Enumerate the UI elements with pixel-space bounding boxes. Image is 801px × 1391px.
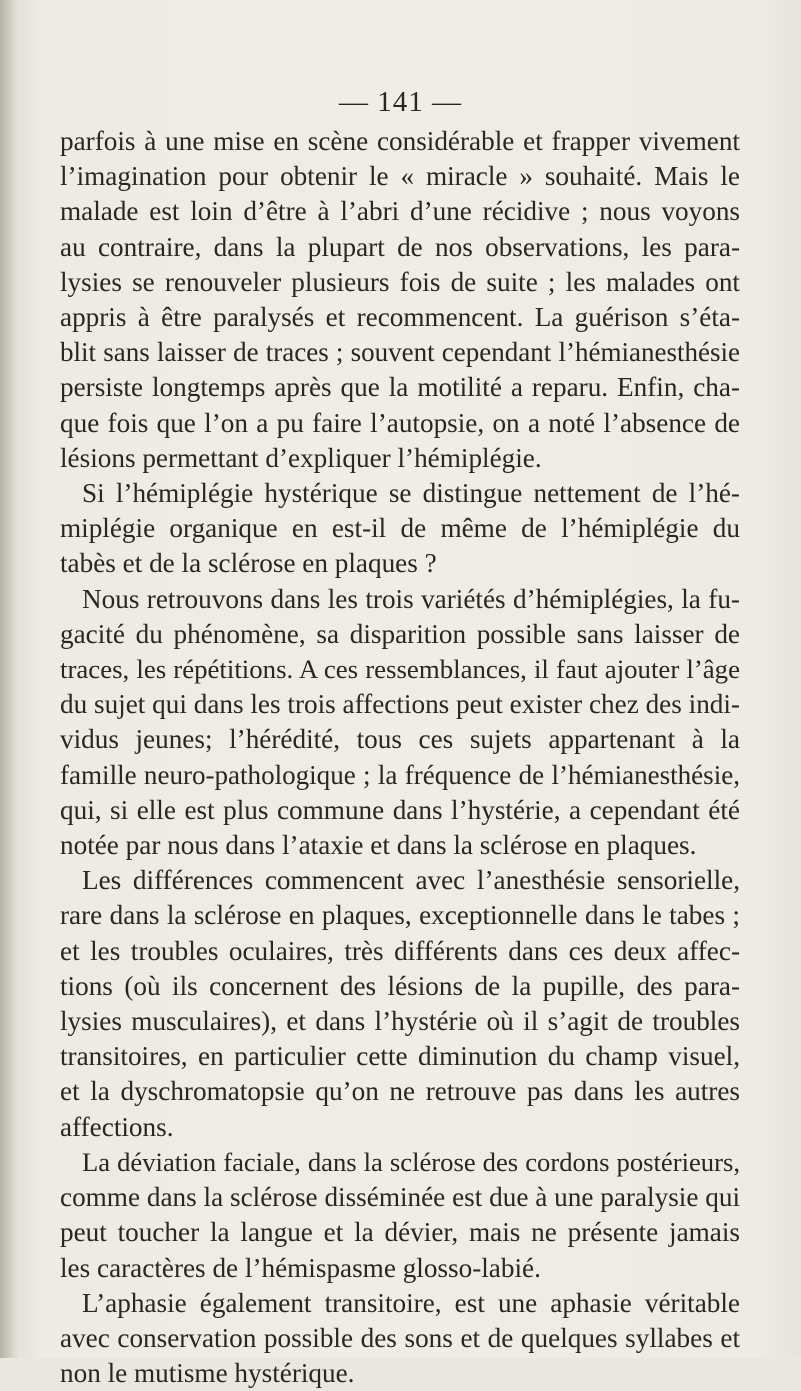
text-line: qui, si elle est plus commune dans l’hystérie, a cependant été: [60, 794, 740, 825]
paragraph: [60, 863, 740, 1145]
paragraph: [60, 476, 740, 582]
text-line: l’imagination pour obtenir le « miracle » souhaité. Mais le: [60, 161, 740, 192]
text-line: avec conservation possible des sons et de quelques syllabes et: [60, 1322, 740, 1353]
text-line: appris à être paralysés et recommencent. La guérison s’éta-: [60, 302, 740, 333]
text-line: que fois que l’on a pu faire l’autopsie, on a noté l’absence de: [60, 407, 740, 438]
text-line: La déviation faciale, dans la sclérose des cordons postérieurs,: [82, 1146, 740, 1177]
text-line: du sujet qui dans les trois affections peut exister chez des indi-: [60, 689, 740, 720]
text-line: blit sans laisser de traces ; souvent cependant l’hémianesthésie: [60, 337, 740, 368]
page-number: — 141 —: [339, 86, 462, 118]
text-line: famille neuro-pathologique ; la fréquence de l’hémianesthésie,: [60, 759, 740, 790]
body-text: [60, 124, 740, 1391]
text-line: persiste longtemps après que la motilité a reparu. Enfin, cha-: [60, 372, 740, 403]
text-line: tabès et de la sclérose en plaques ?: [60, 548, 437, 579]
text-line: comme dans la sclérose disséminée est due à une paralysie qui: [60, 1182, 740, 1213]
paragraph: [60, 1286, 740, 1391]
text-line: transitoires, en particulier cette diminution du champ visuel,: [60, 1041, 740, 1072]
text-line: rare dans la sclérose en plaques, exceptionnelle dans le tabes ;: [60, 900, 740, 931]
text-line: malade est loin d’être à l’abri d’une récidive ; nous voyons: [60, 196, 740, 227]
text-line: parfois à une mise en scène considérable et frapper vivement: [60, 126, 740, 156]
text-line: tions (où ils concernent des lésions de la pupille, des para-: [60, 970, 740, 1001]
paragraph: [60, 1145, 740, 1286]
text-line: L’aphasie également transitoire, est une aphasie véritable: [82, 1287, 740, 1318]
text-line: Nous retrouvons dans les trois variétés d’hémiplégies, la fu-: [82, 583, 740, 614]
text-line: affections.: [60, 1111, 174, 1142]
text-line: peut toucher la langue et la dévier, mais ne présente jamais: [60, 1217, 740, 1248]
text-line: et les troubles oculaires, très différents dans ces deux affec-: [60, 935, 740, 966]
text-line: non le mutisme hystérique.: [60, 1358, 355, 1389]
text-line: lysies musculaires), et dans l’hystérie où il s’agit de troubles: [60, 1006, 740, 1037]
text-line: et la dyschromatopsie qu’on ne retrouve pas dans les autres: [60, 1076, 740, 1107]
text-line: traces, les répétitions. A ces ressemblances, il faut ajouter l’âge: [60, 654, 740, 685]
text-line: Les différences commencent avec l’anesthésie sensorielle,: [82, 865, 740, 896]
text-line: les caractères de l’hémispasme glosso-labié.: [60, 1252, 541, 1283]
text-line: miplégie organique en est-il de même de l’hémiplégie du: [60, 513, 740, 544]
text-line: gacité du phénomène, sa disparition possible sans laisser de: [60, 618, 740, 649]
binding-shadow: [0, 0, 18, 1358]
text-line: notée par nous dans l’ataxie et dans la sclérose en plaques.: [60, 830, 697, 861]
text-line: lésions permettant d’expliquer l’hémiplégie.: [60, 442, 542, 473]
text-line: vidus jeunes; l’hérédité, tous ces sujets appartenant à la: [60, 724, 740, 755]
text-line: au contraire, dans la plupart de nos observations, les para-: [60, 231, 740, 262]
text-line: lysies se renouveler plusieurs fois de suite ; les malades ont: [60, 266, 740, 297]
paragraph: [60, 582, 740, 864]
paragraph: [60, 124, 740, 476]
text-line: Si l’hémiplégie hystérique se distingue nettement de l’hé-: [82, 478, 740, 509]
